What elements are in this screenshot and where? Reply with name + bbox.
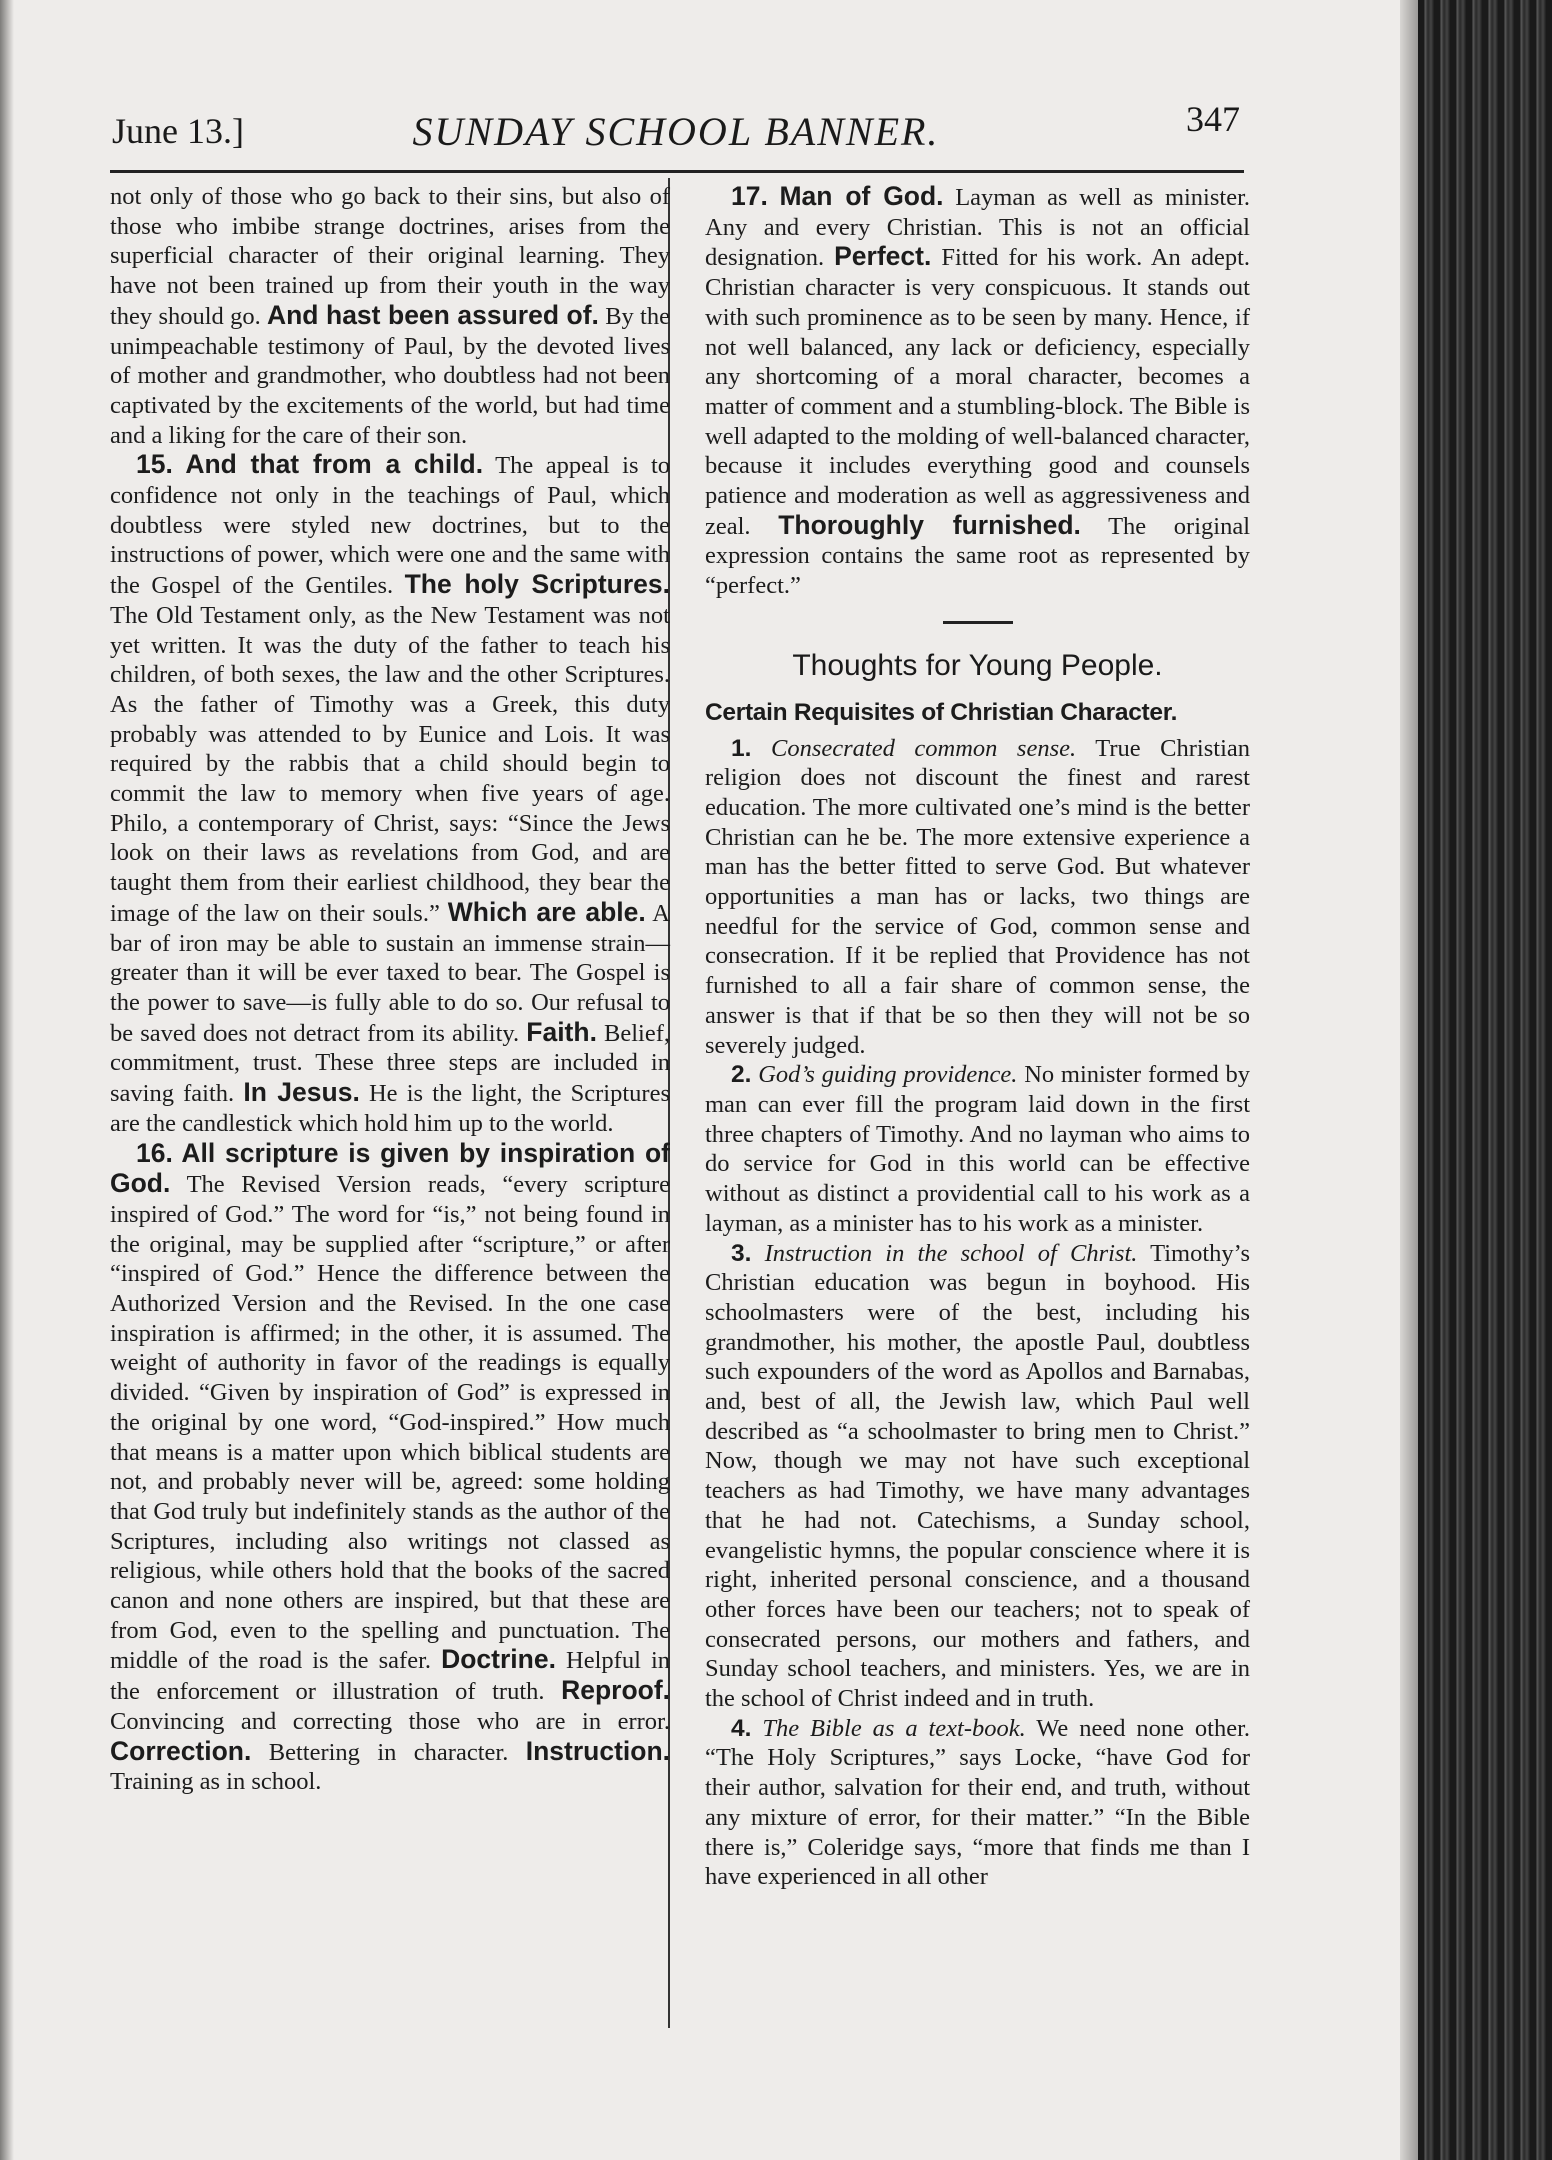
bold-term: Man of God. [779, 181, 944, 211]
item-number: 4. [731, 1714, 752, 1742]
bold-term: Thoroughly furnished. [778, 509, 1081, 540]
item-title: God’s guiding providence. [758, 1061, 1018, 1089]
bold-term: Correction. [110, 1735, 252, 1766]
item-number: 3. [731, 1239, 752, 1267]
book-spine [1418, 0, 1552, 2160]
running-header [112, 98, 1240, 154]
bold-term: And hast been assured of. [266, 299, 599, 330]
item-number: 2. [731, 1061, 752, 1089]
header-title: SUNDAY SCHOOL BANNER. [412, 109, 940, 154]
section-title: Thoughts for Young People. [792, 648, 1163, 682]
page-shadow [0, 0, 14, 2160]
paragraph: not only of those who go back to their sins, but also of those who imbibe strange doctrines, arises from the superficial character of their original learning. They have not been trained up from their youth in the way they should go. And hast been assured of. By the unimpeachable testimony of Paul, by the devoted lives of mother and grandmother, who doubtless had not been captivated by the excitements of the world, but had time and a liking for the care of their son. [110, 183, 670, 449]
right-column [705, 182, 1250, 1892]
bold-term: Faith. [526, 1016, 597, 1047]
item-number: 1. [731, 734, 752, 762]
page-number: 347 [1186, 99, 1240, 139]
paragraph-16: 16. All scripture is given by inspiration of God. The Revised Version reads, “every scripture inspired of God.” The word for “is,” not being found in the original, may be supplied after “scripture,” or after “inspired of God.” Hence the difference between the Authorized Version and the Revised. In the one case inspiration is affirmed; in the other, it is assumed. The weight of authority in favor of the readings is equally divided. “Given by inspiration of God” is expressed in the original by one word, “God-inspired.” How much that means is a matter upon which biblical students are not, and probably never will be, agreed: some holding that God truly but indefinitely stands as the author of the Scriptures, including also writings not classed as religious, while others hold that the books of the sacred canon and none others are inspired, but that these are from God, even to the spelling and punctuation. The middle of the road is the safer. Doctrine. Helpful in the enforcement or illustration of truth. Reproof. Convincing and correcting those who are in error. Correction. Bettering in character. Instruction. Training as in school. [110, 1137, 671, 1796]
bold-term: In Jesus. [243, 1077, 360, 1108]
header-rule [110, 170, 1244, 173]
item-4: 4. The Bible as a text-book. We need none other. “The Holy Scriptures,” says Locke, “have God for their author, salvation for their end, and truth, without any mixture of error, for their matter.” “In the Bible there is,” Coleridge says, “more that finds me than I have experienced in all other [705, 1714, 1251, 1891]
bold-term: The holy Scriptures. [404, 569, 670, 600]
paragraph-15: 15. And that from a child. The appeal is to confidence not only in the teachings of Paul, which doubtless were styled new doctrines, but to the instructions of power, which were one and the same with the Gospel of the Gentiles. The holy Scriptures. The Old Testament only, as the New Testament was not yet written. It was the duty of the father to teach his children, of both sexes, the law and the other Scriptures. As the father of Timothy was a Greek, this duty probably was attended to by Eunice and Lois. It was required by the rabbis that a child should begin to commit the law to memory when five years of age. Philo, a contemporary of Christ, says: “Since the Jews look on their laws as revelations from God, and are taught them from their earliest childhood, they bear the image of the law on their souls.” Which are able. A bar of iron may be able to sustain an immense strain—greater than it will be ever taxed to bear. The Gospel is the power to save—is fully able to do so. Our refusal to be saved does not detract from its ability. Faith. Belief, commitment, trust. These three steps are included in saving faith. In Jesus. He is the light, the Scriptures are the candlestick which hold him up to the world. [110, 449, 671, 1137]
item-1: 1. Consecrated common sense. True Christian religion does not discount the finest and rarest education. The more cultivated one’s mind is the better Christian can he be. The more extensive experience a man has the better fitted to serve God. But whatever opportunities a man has or lacks, two things are needful for the service of God, common sense and consecration. If it be replied that Providence has not furnished to all a fair share of common sense, the answer is that if that be so then they will not be so severely judged. [705, 734, 1250, 1059]
paragraph-17: 17. Man of God. Layman as well as minister. Any and every Christian. This is not an official designation. Perfect. Fitted for his work. An adept. Christian character is very conspicuous. It stands out with such prominence as to be seen by many. Hence, if not well balanced, any lack or deficiency, especially any shortcoming of a moral character, becomes a matter of comment and a stumbling-block. The Bible is well adapted to the molding of well-balanced character, because it includes everything good and counsels patience and moderation as well as aggressiveness and zeal. Thoroughly furnished. The original expression contains the same root as represented by “perfect.” [705, 181, 1251, 600]
verse-number: 16. [136, 1137, 173, 1168]
item-2: 2. God’s guiding providence. No minister formed by man can ever fill the program laid down in the first three chapters of Timothy. And no layman who aims to do service for God in this world can be effective without as distinct a providential call to his work as a layman, as a minister has to his work as a minister. [705, 1061, 1251, 1237]
bold-term: Which are able. [447, 896, 646, 927]
bold-term: And that from a child. [185, 449, 484, 480]
item-title: Consecrated common sense. [770, 734, 1077, 762]
item-title: The Bible as a text-book. [762, 1714, 1026, 1742]
item-title: Instruction in the school of Christ. [764, 1239, 1138, 1267]
verse-number: 15. [136, 449, 173, 480]
bold-term: Instruction. [525, 1735, 671, 1766]
left-column [110, 182, 670, 1797]
item-3: 3. Instruction in the school of Christ. Timothy’s Christian education was begun in boyhood. His schoolmasters were of the best, including his grandmother, his mother, the apostle Paul, doubtless such expounders of the word as Apollos and Barnabas, and, best of all, the Jewish law, which Paul well described as “a schoolmaster to bring men to Christ.” Now, though we may not have such exceptional teachers as had Timothy, we have many advantages that he had not. Catechisms, a Sunday school, evangelistic hymns, the popular conscience where it is right, inherited personal conscience, and a thousand other forces have been our teachers; not to speak of consecrated persons, our mothers and fathers, and Sunday school teachers, and ministers. Yes, we are in the school of Christ indeed and in truth. [705, 1239, 1250, 1713]
bold-term: Perfect. [834, 241, 932, 272]
section-subtitle: Certain Requisites of Christian Character. [705, 698, 1178, 726]
bold-term: All scripture is given by inspiration of God. [110, 1137, 671, 1199]
section-rule [943, 621, 1013, 624]
bold-term: Doctrine. [441, 1644, 556, 1675]
verse-number: 17. [731, 181, 768, 211]
bold-term: Reproof. [561, 1675, 671, 1706]
header-date: June 13.] [112, 111, 244, 151]
